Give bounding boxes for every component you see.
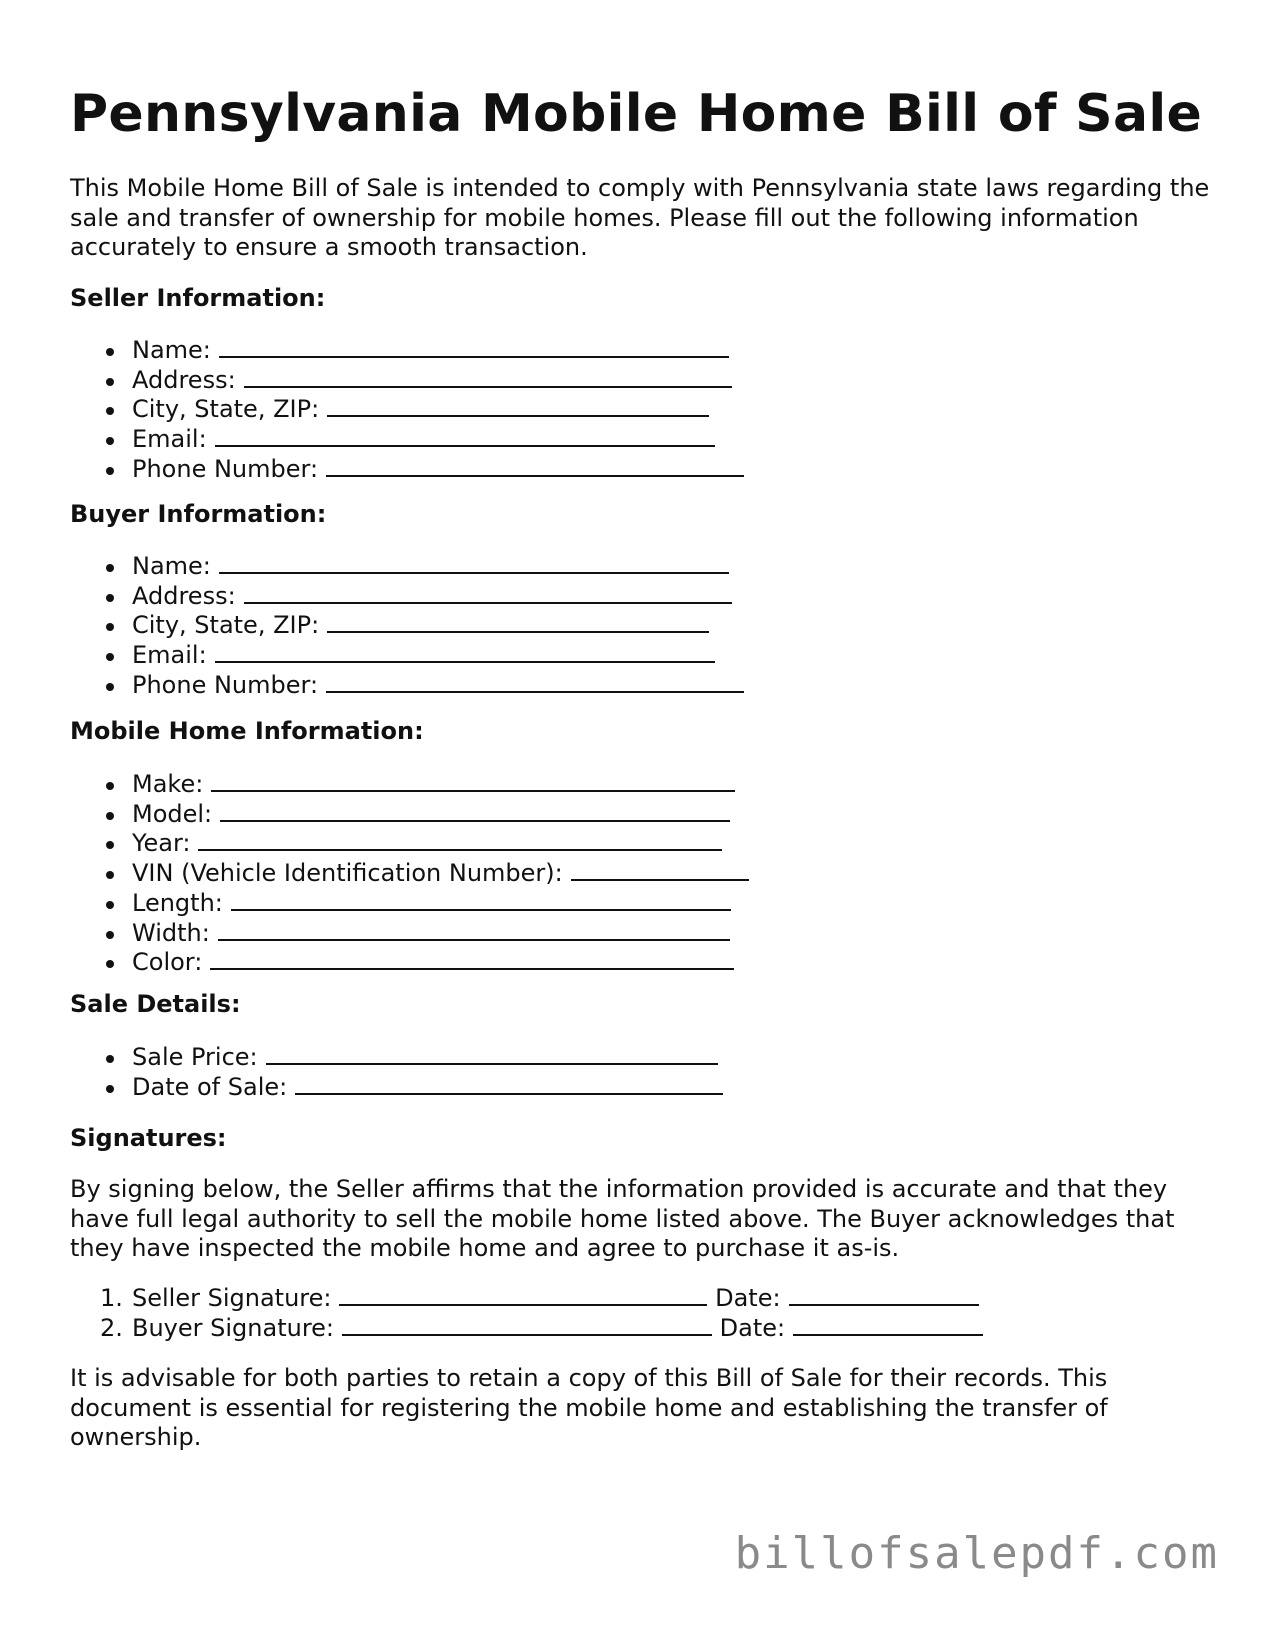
width-item bbox=[70, 919, 749, 949]
sale-date-field[interactable] bbox=[295, 1073, 723, 1095]
sale-fields bbox=[70, 1043, 723, 1102]
buyer-city-field[interactable] bbox=[327, 611, 709, 633]
list-number: 2. bbox=[100, 1313, 123, 1342]
buyer-heading: Buyer Information: bbox=[70, 500, 327, 528]
seller-phone-field[interactable] bbox=[326, 455, 744, 477]
field-label: Name: bbox=[132, 552, 211, 580]
seller-address-item bbox=[70, 366, 744, 396]
watermark: billofsalepdf.com bbox=[734, 1528, 1219, 1579]
field-label: Email: bbox=[132, 425, 207, 454]
field-label: Date: bbox=[715, 1284, 781, 1312]
seller-email-item bbox=[70, 425, 744, 455]
intro-paragraph: This Mobile Home Bill of Sale is intended to comply with Pennsylvania state laws regarding the sale and transfer of ownership for mobile homes. Please fill out the following information accurately to ensure a smooth transaction. bbox=[70, 174, 1210, 262]
vin-field[interactable] bbox=[571, 859, 749, 881]
model-field[interactable] bbox=[220, 800, 730, 822]
closing-paragraph: It is advisable for both parties to retain a copy of this Bill of Sale for their records. This document is essential for registering the mobile home and establishing the transfer of ownership. bbox=[70, 1364, 1108, 1452]
field-label: Color: bbox=[132, 948, 203, 977]
field-label: Buyer Signature: bbox=[132, 1313, 335, 1342]
field-label: Address: bbox=[132, 581, 236, 610]
color-item bbox=[70, 948, 749, 978]
buyer-city-item bbox=[70, 611, 744, 641]
length-field[interactable] bbox=[231, 889, 731, 911]
make-item bbox=[70, 770, 749, 800]
field-label: VIN (Vehicle Identification Number): bbox=[132, 859, 563, 888]
seller-signature-item bbox=[70, 1284, 983, 1314]
sale-price-field[interactable] bbox=[266, 1043, 718, 1065]
seller-name-item bbox=[70, 336, 744, 366]
buyer-fields bbox=[70, 552, 744, 701]
field-label: City, State, ZIP: bbox=[132, 611, 320, 640]
buyer-address-field[interactable] bbox=[244, 582, 732, 604]
field-label: Phone Number: bbox=[132, 670, 319, 699]
width-field[interactable] bbox=[218, 919, 730, 941]
page-title: Pennsylvania Mobile Home Bill of Sale bbox=[70, 84, 1203, 144]
buyer-name-item bbox=[70, 552, 744, 582]
seller-email-field[interactable] bbox=[215, 425, 715, 447]
list-number: 1. bbox=[100, 1284, 123, 1312]
vin-item bbox=[70, 859, 749, 889]
signatures-heading: Signatures: bbox=[70, 1124, 227, 1152]
field-label: Address: bbox=[132, 365, 236, 394]
seller-name-field[interactable] bbox=[219, 336, 729, 358]
year-field[interactable] bbox=[198, 829, 722, 851]
buyer-address-item bbox=[70, 582, 744, 612]
field-label: Year: bbox=[132, 829, 191, 858]
field-label: Width: bbox=[132, 918, 210, 947]
seller-phone-item bbox=[70, 455, 744, 485]
field-label: Email: bbox=[132, 641, 207, 670]
buyer-email-item bbox=[70, 641, 744, 671]
buyer-signature-date-field[interactable] bbox=[793, 1314, 983, 1336]
field-label: Name: bbox=[132, 336, 211, 364]
field-label: Phone Number: bbox=[132, 454, 319, 483]
seller-address-field[interactable] bbox=[244, 366, 732, 388]
field-label: Date: bbox=[719, 1313, 786, 1342]
seller-signature-date-field[interactable] bbox=[789, 1284, 979, 1306]
mobile-home-heading: Mobile Home Information: bbox=[70, 717, 424, 745]
buyer-phone-item bbox=[70, 671, 744, 701]
field-label: Sale Price: bbox=[132, 1043, 258, 1071]
field-label: Make: bbox=[132, 770, 204, 798]
seller-fields bbox=[70, 336, 744, 485]
field-label: Date of Sale: bbox=[132, 1072, 288, 1101]
signature-lines bbox=[70, 1284, 983, 1343]
sale-date-item bbox=[70, 1073, 723, 1103]
seller-city-field[interactable] bbox=[327, 395, 709, 417]
field-label: Length: bbox=[132, 888, 223, 917]
buyer-email-field[interactable] bbox=[215, 641, 715, 663]
make-field[interactable] bbox=[211, 770, 735, 792]
seller-city-item bbox=[70, 395, 744, 425]
sale-price-item bbox=[70, 1043, 723, 1073]
field-label: Seller Signature: bbox=[132, 1284, 332, 1312]
mobile-home-fields bbox=[70, 770, 749, 978]
buyer-signature-item bbox=[70, 1314, 983, 1344]
sale-heading: Sale Details: bbox=[70, 990, 241, 1018]
buyer-signature-field[interactable] bbox=[342, 1314, 712, 1336]
length-item bbox=[70, 889, 749, 919]
field-label: City, State, ZIP: bbox=[132, 395, 320, 424]
model-item bbox=[70, 800, 749, 830]
seller-heading: Seller Information: bbox=[70, 284, 326, 312]
seller-signature-field[interactable] bbox=[339, 1284, 707, 1306]
signatures-statement: By signing below, the Seller affirms that the information provided is accurate and that they have full legal authority to sell the mobile home listed above. The Buyer acknowledges that they have inspected the mobile home and agree to purchase it as-is. bbox=[70, 1175, 1175, 1263]
year-item bbox=[70, 829, 749, 859]
buyer-phone-field[interactable] bbox=[326, 671, 744, 693]
color-field[interactable] bbox=[210, 948, 734, 970]
buyer-name-field[interactable] bbox=[219, 552, 729, 574]
field-label: Model: bbox=[132, 799, 213, 828]
